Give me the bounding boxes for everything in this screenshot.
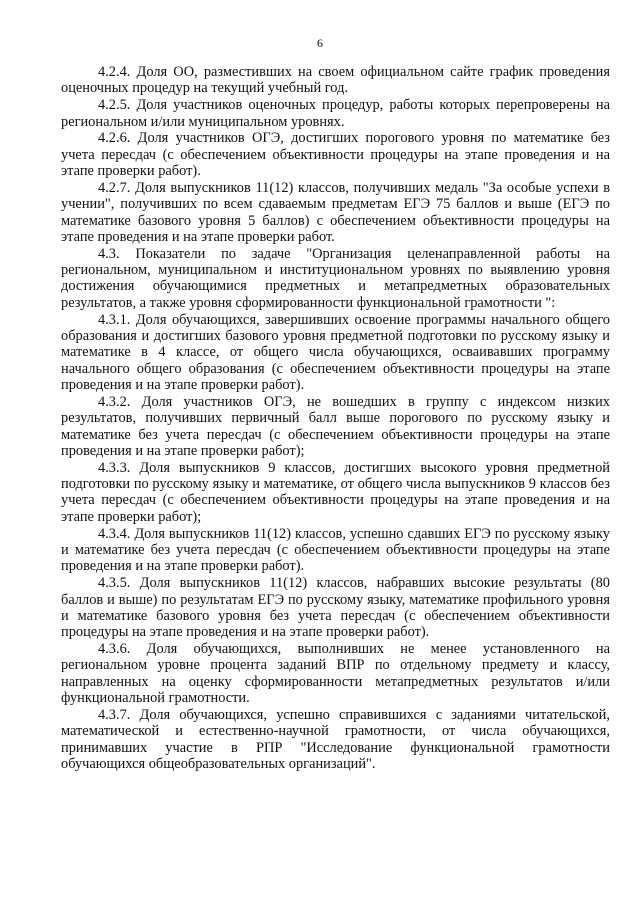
- paragraph-4-3: 4.3. Показатели по задаче "Организация целенаправленной работы на региональном, муниципальном и институциональном уровнях по выявлению уровня достижения обучающимися предметных и метапредметных образовательных результатов, а также уровня сформированности функциональной грамотности ":: [61, 245, 610, 311]
- paragraph-4-3-1: 4.3.1. Доля обучающихся, завершивших освоение программы начального общего образования и достигших базового уровня предметной подготовки по русскому языку и математике в 4 классе, от общего числа обучающихся, осваивавших программу начального общего образования (с обеспечением объективности процедуры на этапе проведения и на этапе проверки работ).: [61, 311, 610, 394]
- paragraph-4-2-5: 4.2.5. Доля участников оценочных процедур, работы которых перепроверены на региональном и/или муниципальном уровнях.: [61, 97, 610, 130]
- paragraph-4-3-4: 4.3.4. Доля выпускников 11(12) классов, успешно сдавших ЕГЭ по русскому языку и математике без учета пересдач (с обеспечением объективности процедуры на этапе проведения и на этапе проверки работ).: [61, 525, 610, 575]
- page-number: 6: [317, 36, 323, 50]
- paragraph-4-3-7: 4.3.7. Доля обучающихся, успешно справившихся с заданиями читательской, математической и естественно-научной грамотности, от числа обучающихся, принимавших участие в РПР "Исследование функциональной грамотности обучающихся общеобразовательных организаций".: [61, 706, 610, 772]
- paragraph-4-3-2: 4.3.2. Доля участников ОГЭ, не вошедших в группу с индексом низких результатов, получивших первичный балл выше порогового по русскому языку и математике без учета пересдач (с обеспечением объективности процедуры на этапе проведения и на этапе проверки работ);: [61, 393, 610, 459]
- paragraph-4-3-5: 4.3.5. Доля выпускников 11(12) классов, набравших высокие результаты (80 баллов и выше) по результатам ЕГЭ по русскому языку, математике профильного уровня и математике базового уровня без учета пересдач (с обеспечением объективности процедуры на этапе проведения и на этапе проверки работ).: [61, 575, 610, 641]
- paragraph-4-2-6: 4.2.6. Доля участников ОГЭ, достигших порогового уровня по математике без учета пересдач (с обеспечением объективности процедуры на этапе проведения и на этапе проверки работ).: [61, 130, 610, 180]
- paragraph-4-3-6: 4.3.6. Доля обучающихся, выполнивших не менее установленного на региональном уровне процента заданий ВПР по отдельному предмету и классу, направленных на оценку сформированности метапредметных результатов и/или функциональной грамотности.: [61, 641, 610, 707]
- paragraph-4-2-4: 4.2.4. Доля ОО, разместивших на своем официальном сайте график проведения оценочных процедур на текущий учебный год.: [61, 64, 610, 97]
- paragraph-4-3-3: 4.3.3. Доля выпускников 9 классов, достигших высокого уровня предметной подготовки по русскому языку и математике, от общего числа выпускников 9 классов без учета пересдач (с обеспечением объективности процедуры на этапе проведения и на этапе проверки работ);: [61, 459, 610, 525]
- document-body: [61, 64, 610, 772]
- paragraph-4-2-7: 4.2.7. Доля выпускников 11(12) классов, получивших медаль "За особые успехи в учении", получивших по всем сдаваемым предметам ЕГЭ 75 баллов и выше (ЕГЭ по математике базового уровня 5 баллов) с обеспечением объективности процедуры на этапе проведения и на этапе проверки работ.: [61, 179, 610, 245]
